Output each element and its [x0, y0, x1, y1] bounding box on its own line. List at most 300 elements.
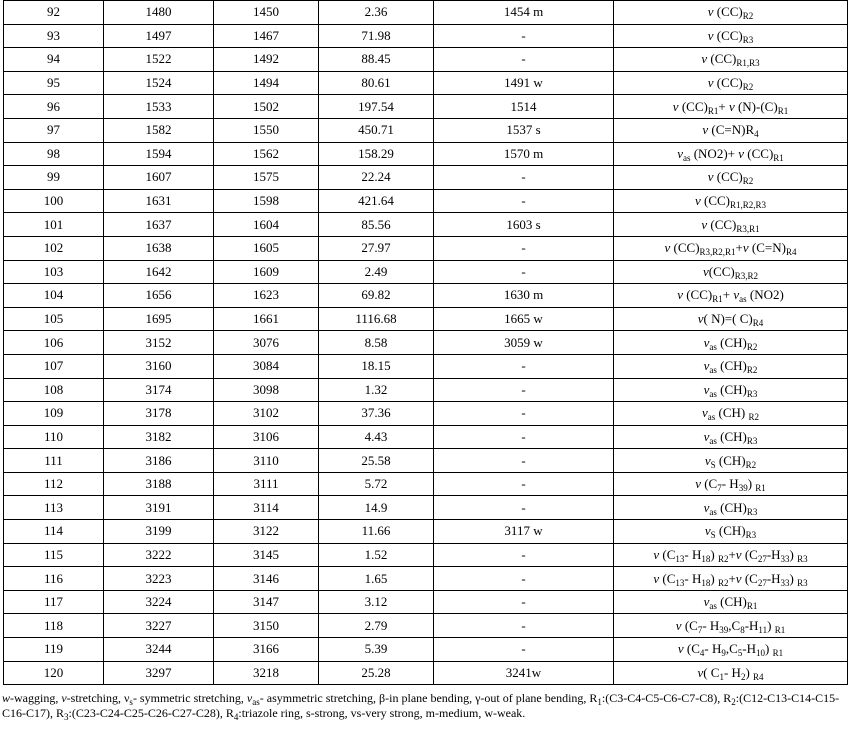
experimental-frequency-cell: 1491 w [434, 71, 614, 95]
mode-number-cell: 110 [4, 425, 104, 449]
text-segment: (CH) [715, 405, 749, 421]
text-segment: ν [703, 358, 710, 374]
mode-number-cell: 95 [4, 71, 104, 95]
assignment-cell [614, 71, 848, 95]
table-row [4, 307, 848, 331]
mode-number-cell: 118 [4, 614, 104, 638]
assignment-cell [614, 48, 848, 72]
mode-number-cell: 100 [4, 189, 104, 213]
text-segment: ν [735, 546, 742, 562]
assignment-cell [614, 142, 848, 166]
text-segment: ) [789, 570, 798, 586]
mode-number-cell: 94 [4, 48, 104, 72]
unscaled-frequency-cell: 1631 [104, 189, 214, 213]
text-segment: ) [747, 476, 756, 492]
experimental-frequency-cell: - [434, 166, 614, 190]
table-row [4, 331, 848, 355]
mode-number-cell: 96 [4, 95, 104, 119]
unscaled-frequency-cell: 1533 [104, 95, 214, 119]
experimental-frequency-cell: 1570 m [434, 142, 614, 166]
text-segment: ν [702, 263, 709, 279]
text-segment: ν [707, 4, 714, 20]
text-segment: + [718, 98, 729, 114]
text-segment: (CC) [707, 216, 737, 232]
scaled-frequency-cell: 1609 [214, 260, 319, 284]
unscaled-frequency-cell: 3188 [104, 472, 214, 496]
subscript: 27 [757, 553, 767, 564]
unscaled-frequency-cell: 1480 [104, 1, 214, 25]
subscript: 13 [675, 553, 685, 564]
text-segment: (C=N)R [708, 122, 755, 138]
table-row [4, 236, 848, 260]
text-segment: :(C23-C24-C25-C26-C27-C28), R [68, 706, 234, 721]
subscript: R1 [712, 294, 723, 305]
text-segment: - H [704, 641, 722, 657]
subscript: R1 [707, 105, 719, 116]
text-segment: (C [683, 641, 700, 657]
experimental-frequency-cell: - [434, 543, 614, 567]
subscript: R3 [797, 553, 808, 564]
unscaled-frequency-cell: 1522 [104, 48, 214, 72]
subscript: 13 [675, 577, 685, 588]
table-row [4, 142, 848, 166]
scaled-frequency-cell: 1550 [214, 118, 319, 142]
unscaled-frequency-cell: 3244 [104, 638, 214, 662]
text-segment: (CH) [716, 358, 747, 374]
text-segment: ν [703, 594, 710, 610]
ir-intensity-cell: 18.15 [319, 354, 434, 378]
scaled-frequency-cell: 3146 [214, 567, 319, 591]
table-row [4, 260, 848, 284]
ir-intensity-cell: 4.43 [319, 425, 434, 449]
mode-number-cell: 101 [4, 213, 104, 237]
scaled-frequency-cell: 1604 [214, 213, 319, 237]
text-segment: ν [701, 51, 708, 67]
text-segment: :(C3-C4-C5-C6-C7-C8), R [601, 691, 732, 706]
text-segment: ν [61, 691, 67, 706]
scaled-frequency-cell: 3218 [214, 661, 319, 685]
scaled-frequency-cell: 3076 [214, 331, 319, 355]
text-segment: ν [742, 240, 749, 256]
text-segment: - asymmetric stretching, β-in plane bending, γ-out of plane bending, R [259, 691, 598, 706]
text-segment: ν [701, 405, 708, 421]
mode-number-cell: 114 [4, 520, 104, 544]
subscript: 10 [756, 648, 766, 659]
text-segment: ν [677, 287, 683, 303]
mode-number-cell: 120 [4, 661, 104, 685]
experimental-frequency-cell: 3059 w [434, 331, 614, 355]
text-segment: (CH) [716, 334, 747, 350]
text-segment: ν [653, 570, 660, 586]
subscript: 8 [740, 624, 745, 635]
experimental-frequency-cell: - [434, 189, 614, 213]
text-segment: (NO2) [746, 287, 784, 303]
scaled-frequency-cell: 1450 [214, 1, 319, 25]
assignment-cell [614, 307, 848, 331]
subscript: as [709, 506, 717, 517]
text-segment: (CC) [713, 169, 743, 185]
subscript: s [129, 697, 133, 708]
unscaled-frequency-cell: 1582 [104, 118, 214, 142]
scaled-frequency-cell: 3110 [214, 449, 319, 473]
ir-intensity-cell: 2.36 [319, 1, 434, 25]
experimental-frequency-cell: 1454 m [434, 1, 614, 25]
ir-intensity-cell: 421.64 [319, 189, 434, 213]
text-segment: :triazole ring, s-strong, vs-very strong, m-medium, w-weak. [238, 706, 526, 721]
ir-intensity-cell: 11.66 [319, 520, 434, 544]
mode-number-cell: 98 [4, 142, 104, 166]
text-segment: -H [766, 570, 781, 586]
unscaled-frequency-cell: 1524 [104, 71, 214, 95]
subscript: R1 [755, 483, 766, 494]
text-segment: ν [738, 145, 745, 161]
experimental-frequency-cell: - [434, 354, 614, 378]
experimental-frequency-cell: 1665 w [434, 307, 614, 331]
text-segment: + [735, 240, 743, 256]
assignment-cell [614, 284, 848, 308]
subscript: S [710, 530, 716, 541]
vibrational-assignment-table [3, 0, 848, 685]
experimental-frequency-cell: 1630 m [434, 284, 614, 308]
scaled-frequency-cell: 1492 [214, 48, 319, 72]
subscript: as [709, 365, 717, 376]
subscript: R1 [777, 105, 789, 116]
subscript: R3 [745, 530, 757, 541]
table-row [4, 472, 848, 496]
ir-intensity-cell: 1.32 [319, 378, 434, 402]
subscript: 18 [701, 577, 711, 588]
text-segment: ,C [728, 617, 741, 633]
ir-intensity-cell: 25.58 [319, 449, 434, 473]
mode-number-cell: 111 [4, 449, 104, 473]
subscript: 7 [717, 483, 722, 494]
assignment-cell [614, 331, 848, 355]
text-segment: (CC) [713, 75, 743, 91]
unscaled-frequency-cell: 1497 [104, 24, 214, 48]
assignment-cell [614, 118, 848, 142]
text-segment: -stretching, ν [66, 691, 130, 706]
subscript: as [709, 341, 717, 352]
text-segment: ν [694, 193, 701, 209]
table-body [4, 1, 848, 685]
text-segment: (C=N) [748, 240, 786, 256]
text-segment: (CH) [716, 499, 747, 515]
scaled-frequency-cell: 3102 [214, 402, 319, 426]
text-segment: (CH) [716, 594, 747, 610]
scaled-frequency-cell: 3147 [214, 590, 319, 614]
mode-number-cell: 108 [4, 378, 104, 402]
subscript: 3 [64, 712, 69, 723]
table-row [4, 189, 848, 213]
text-segment: (CH) [716, 381, 747, 397]
text-segment: ν [701, 216, 708, 232]
scaled-frequency-cell: 3145 [214, 543, 319, 567]
subscript: 4 [754, 129, 759, 140]
table-row [4, 496, 848, 520]
subscript: R2 [717, 553, 729, 564]
text-segment: - symmetric stretching, [132, 691, 247, 706]
subscript: R2 [748, 412, 759, 423]
text-segment: ν [704, 452, 711, 468]
assignment-cell [614, 543, 848, 567]
text-segment: (CC) [713, 27, 743, 43]
text-segment: ν [653, 546, 660, 562]
table-row [4, 449, 848, 473]
subscript: 27 [757, 577, 767, 588]
ir-intensity-cell: 22.24 [319, 166, 434, 190]
subscript: R4 [785, 247, 797, 258]
table-row [4, 213, 848, 237]
text-segment: ) [710, 546, 718, 562]
table-row [4, 354, 848, 378]
scaled-frequency-cell: 1598 [214, 189, 319, 213]
subscript: 33 [780, 553, 790, 564]
mode-number-cell: 119 [4, 638, 104, 662]
experimental-frequency-cell: - [434, 48, 614, 72]
unscaled-frequency-cell: 1637 [104, 213, 214, 237]
subscript: 1 [597, 697, 602, 708]
scaled-frequency-cell: 3150 [214, 614, 319, 638]
text-segment: + [728, 570, 736, 586]
text-segment: (C [659, 546, 676, 562]
experimental-frequency-cell: - [434, 449, 614, 473]
ir-intensity-cell: 5.39 [319, 638, 434, 662]
mode-number-cell: 112 [4, 472, 104, 496]
text-segment: ν [697, 664, 704, 680]
assignment-cell [614, 260, 848, 284]
mode-number-cell: 113 [4, 496, 104, 520]
mode-number-cell: 105 [4, 307, 104, 331]
text-segment: -H [766, 546, 781, 562]
text-segment: ν [703, 334, 710, 350]
text-segment: - H [684, 546, 702, 562]
text-segment: w [2, 691, 11, 706]
text-segment: ν [735, 570, 742, 586]
ir-intensity-cell: 5.72 [319, 472, 434, 496]
subscript: 18 [701, 553, 711, 564]
text-segment: ν [677, 145, 683, 161]
text-segment: (C [700, 476, 718, 492]
text-segment: (CC) [708, 263, 735, 279]
text-segment: ) [765, 641, 773, 657]
mode-number-cell: 93 [4, 24, 104, 48]
text-segment: ν [697, 311, 704, 327]
scaled-frequency-cell: 1575 [214, 166, 319, 190]
unscaled-frequency-cell: 3199 [104, 520, 214, 544]
text-segment: (NO2)+ [690, 145, 739, 161]
unscaled-frequency-cell: 3191 [104, 496, 214, 520]
table-row [4, 24, 848, 48]
experimental-frequency-cell: - [434, 24, 614, 48]
mode-number-cell: 109 [4, 402, 104, 426]
text-segment: (CH) [716, 428, 747, 444]
text-segment: ( C [703, 664, 720, 680]
experimental-frequency-cell: - [434, 638, 614, 662]
table-row [4, 166, 848, 190]
text-segment: ν [703, 428, 710, 444]
assignment-cell [614, 614, 848, 638]
assignment-cell [614, 425, 848, 449]
unscaled-frequency-cell: 3186 [104, 449, 214, 473]
subscript: 11 [758, 624, 768, 635]
unscaled-frequency-cell: 1642 [104, 260, 214, 284]
text-segment: ν [702, 122, 709, 138]
text-segment: ν [703, 499, 710, 515]
assignment-cell [614, 189, 848, 213]
unscaled-frequency-cell: 3297 [104, 661, 214, 685]
experimental-frequency-cell: - [434, 590, 614, 614]
ir-intensity-cell: 450.71 [319, 118, 434, 142]
experimental-frequency-cell: - [434, 378, 614, 402]
unscaled-frequency-cell: 3178 [104, 402, 214, 426]
text-segment: -H [744, 617, 759, 633]
text-segment: ν [246, 691, 253, 706]
table-row [4, 638, 848, 662]
subscript: 4 [233, 712, 239, 723]
text-segment: (CC) [707, 51, 737, 67]
mode-number-cell: 115 [4, 543, 104, 567]
table-footnote [2, 691, 848, 721]
subscript: R1 [774, 624, 786, 635]
ir-intensity-cell: 69.82 [319, 284, 434, 308]
subscript: R1 [772, 648, 784, 659]
table-row [4, 1, 848, 25]
subscript: R3 [797, 577, 808, 588]
scaled-frequency-cell: 1605 [214, 236, 319, 260]
text-segment: ν [672, 98, 679, 114]
ir-intensity-cell: 3.12 [319, 590, 434, 614]
table-row [4, 48, 848, 72]
subscript: R2 [742, 176, 754, 187]
subscript: R2 [746, 365, 758, 376]
text-segment: -H [742, 641, 757, 657]
ir-intensity-cell: 71.98 [319, 24, 434, 48]
experimental-frequency-cell: 3241w [434, 661, 614, 685]
subscript: 33 [780, 577, 790, 588]
experimental-frequency-cell: - [434, 614, 614, 638]
subscript: 1 [719, 671, 724, 682]
ir-intensity-cell: 85.56 [319, 213, 434, 237]
assignment-cell [614, 402, 848, 426]
subscript: R2 [717, 577, 729, 588]
mode-number-cell: 103 [4, 260, 104, 284]
assignment-cell [614, 354, 848, 378]
ir-intensity-cell: 25.28 [319, 661, 434, 685]
ir-intensity-cell: 158.29 [319, 142, 434, 166]
ir-intensity-cell: 2.49 [319, 260, 434, 284]
subscript: R2 [745, 459, 757, 470]
mode-number-cell: 104 [4, 284, 104, 308]
text-segment: ν [703, 381, 710, 397]
assignment-cell [614, 590, 848, 614]
unscaled-frequency-cell: 1695 [104, 307, 214, 331]
text-segment: ν [675, 617, 682, 633]
subscript: R2 [742, 11, 754, 22]
unscaled-frequency-cell: 3152 [104, 331, 214, 355]
assignment-cell [614, 213, 848, 237]
scaled-frequency-cell: 3084 [214, 354, 319, 378]
table-row [4, 590, 848, 614]
subscript: as [252, 697, 260, 708]
subscript: as [707, 412, 716, 423]
subscript: 39 [719, 624, 729, 635]
text-segment: ν [677, 641, 684, 657]
scaled-frequency-cell: 3106 [214, 425, 319, 449]
subscript: 7 [697, 624, 703, 635]
table-row [4, 614, 848, 638]
subscript: R3 [742, 34, 754, 45]
table-row [4, 71, 848, 95]
mode-number-cell: 97 [4, 118, 104, 142]
mode-number-cell: 106 [4, 331, 104, 355]
table-row [4, 567, 848, 591]
subscript: S [710, 459, 716, 470]
subscript: R3 [746, 435, 758, 446]
experimental-frequency-cell: - [434, 472, 614, 496]
ir-intensity-cell: 1.52 [319, 543, 434, 567]
mode-number-cell: 102 [4, 236, 104, 260]
ir-intensity-cell: 14.9 [319, 496, 434, 520]
unscaled-frequency-cell: 1656 [104, 284, 214, 308]
ir-intensity-cell: 197.54 [319, 95, 434, 119]
mode-number-cell: 117 [4, 590, 104, 614]
subscript: R1,R3 [736, 58, 760, 69]
unscaled-frequency-cell: 1594 [104, 142, 214, 166]
subscript: R1,R2,R3 [730, 200, 767, 211]
scaled-frequency-cell: 1562 [214, 142, 319, 166]
text-segment: (CH) [715, 523, 746, 539]
mode-number-cell: 92 [4, 1, 104, 25]
unscaled-frequency-cell: 3160 [104, 354, 214, 378]
text-segment: - H [723, 664, 741, 680]
subscript: R2 [742, 82, 754, 93]
subscript: R3,R1 [736, 223, 760, 234]
subscript: 2 [731, 697, 736, 708]
text-segment: ν [664, 240, 671, 256]
text-segment: (CC) [713, 4, 743, 20]
table-row [4, 118, 848, 142]
mode-number-cell: 107 [4, 354, 104, 378]
assignment-cell [614, 378, 848, 402]
assignment-cell [614, 567, 848, 591]
subscript: R3,R2,R1 [699, 247, 736, 258]
subscript: as [709, 435, 717, 446]
unscaled-frequency-cell: 3174 [104, 378, 214, 402]
unscaled-frequency-cell: 3224 [104, 590, 214, 614]
text-segment: ν [707, 169, 714, 185]
unscaled-frequency-cell: 1607 [104, 166, 214, 190]
subscript: R1 [746, 601, 758, 612]
text-segment: :(C12-C13-C14-C15-C16-C17), R [2, 691, 840, 721]
experimental-frequency-cell: - [434, 425, 614, 449]
text-segment: ν [695, 476, 701, 492]
ir-intensity-cell: 8.58 [319, 331, 434, 355]
scaled-frequency-cell: 3166 [214, 638, 319, 662]
table-row [4, 520, 848, 544]
subscript: 5 [737, 648, 743, 659]
assignment-cell [614, 24, 848, 48]
table-row [4, 425, 848, 449]
ir-intensity-cell: 80.61 [319, 71, 434, 95]
ir-intensity-cell: 88.45 [319, 48, 434, 72]
ir-intensity-cell: 27.97 [319, 236, 434, 260]
ir-intensity-cell: 2.79 [319, 614, 434, 638]
subscript: as [709, 388, 717, 399]
ir-intensity-cell: 37.36 [319, 402, 434, 426]
table-row [4, 95, 848, 119]
text-segment: ν [728, 98, 735, 114]
experimental-frequency-cell: - [434, 567, 614, 591]
